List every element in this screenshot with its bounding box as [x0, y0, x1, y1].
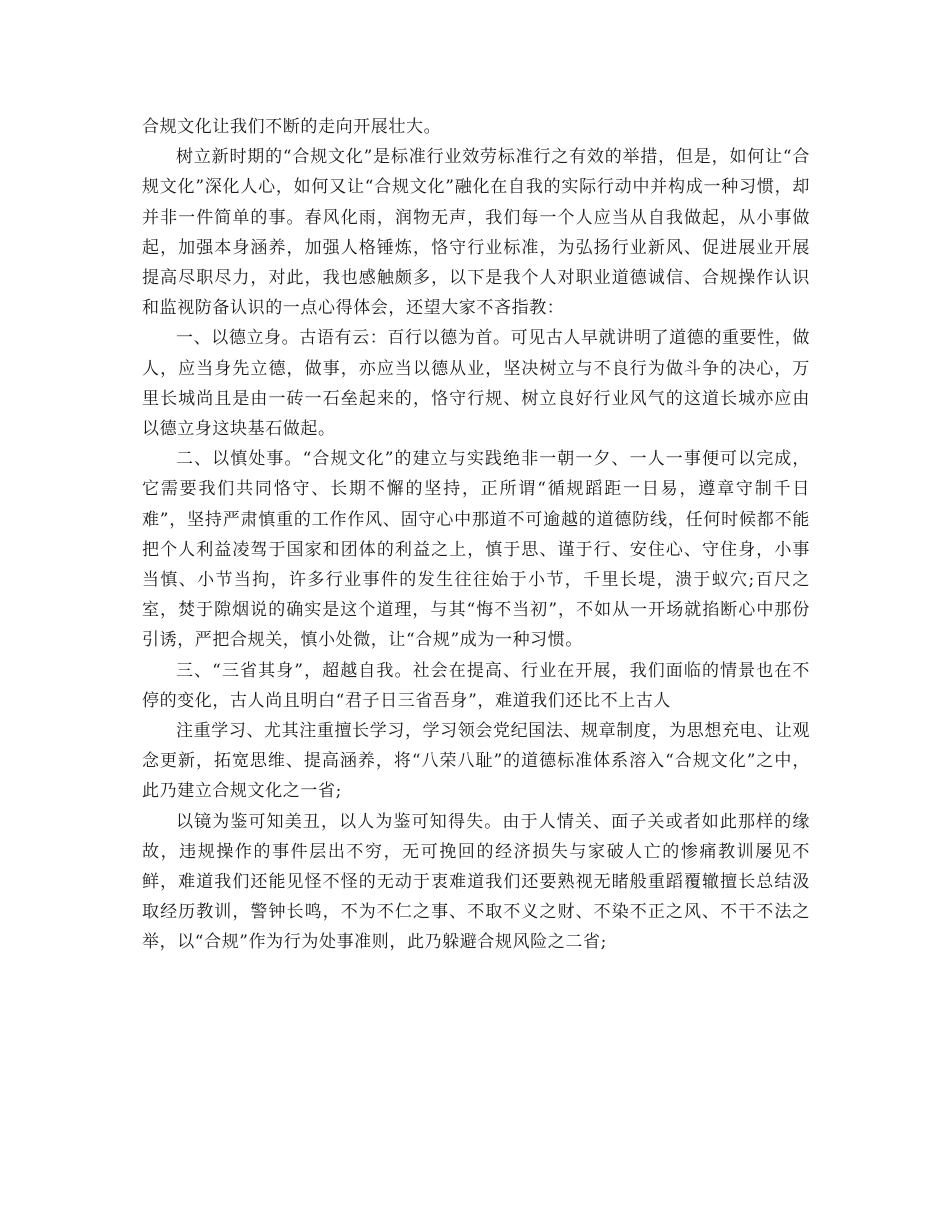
paragraph-continuation: 合规文化让我们不断的走向开展壮大。 [142, 117, 442, 137]
paragraph-point-two: 二、以慎处事。“合规文化”的建立与实践绝非一朝一夕、一人一事便可以完成，它需要我们共同恪守、长期不懈的坚持，正所谓“循规蹈距一日易，遵章守制千日难”，坚持严肃慎重的工作作风、固守心中那道不可逾越的道德防线，任何时候都不能把个人利益凌驾于国家和团体的利益之上，慎于思、谨于行、安住心、守住身，小事当慎、小节当拘，许多行业事件的发生往往始于小节，千里长堤，溃于蚁穴;百尺之室，焚于隙烟说的确实是这个道理，与其“悔不当初”，不如从一开场就掐断心中那份引诱，严把合规关，慎小处微，让“合规”成为一种习惯。 [142, 449, 810, 651]
paragraph-point-three: 三、“三省其身”，超越自我。社会在提高、行业在开展，我们面临的情景也在不停的变化，古人尚且明白“君子日三省吾身”，难道我们还比不上古人 [142, 660, 810, 711]
paragraph-second-reflection: 以镜为鉴可知美丑，以人为鉴可知得失。由于人情关、面子关或者如此那样的缘故，违规操作的事件层出不穷，无可挽回的经济损失与家破人亡的惨痛教训屡见不鲜，难道我们还能见怪不怪的无动于衷难道我们还要熟视无睹般重蹈覆辙擅长总结汲取经历教训，警钟长鸣，不为不仁之事、不取不义之财、不染不正之风、不干不法之举，以“合规”作为行为处事准则，此乃躲避合规风险之二省; [142, 811, 810, 953]
document-page [142, 112, 810, 958]
paragraph-intro: 树立新时期的“合规文化”是标准行业效劳标准行之有效的举措，但是，如何让“合规文化”深化人心，如何又让“合规文化”融化在自我的实际行动中并构成一种习惯，却并非一件简单的事。春风化雨，润物无声，我们每一个人应当从自我做起，从小事做起，加强本身涵养，加强人格锤炼，恪守行业标准，为弘扬行业新风、促进展业开展提高尽职尽力，对此，我也感触颇多，以下是我个人对职业道德诚信、合规操作认识和监视防备认识的一点心得体会，还望大家不吝指教： [142, 147, 810, 319]
paragraph-first-reflection: 注重学习、尤其注重擅长学习，学习领会党纪国法、规章制度，为思想充电、让观念更新，拓宽思维、提高涵养，将“八荣八耻”的道德标准体系溶入“合规文化”之中，此乃建立合规文化之一省; [142, 721, 810, 802]
paragraph-point-one: 一、以德立身。古语有云：百行以德为首。可见古人早就讲明了道德的重要性，做人，应当身先立德，做事，亦应当以德从业，坚决树立与不良行为做斗争的决心，万里长城尚且是由一砖一石垒起来的，恪守行规、树立良好行业风气的这道长城亦应由以德立身这块基石做起。 [142, 328, 810, 440]
